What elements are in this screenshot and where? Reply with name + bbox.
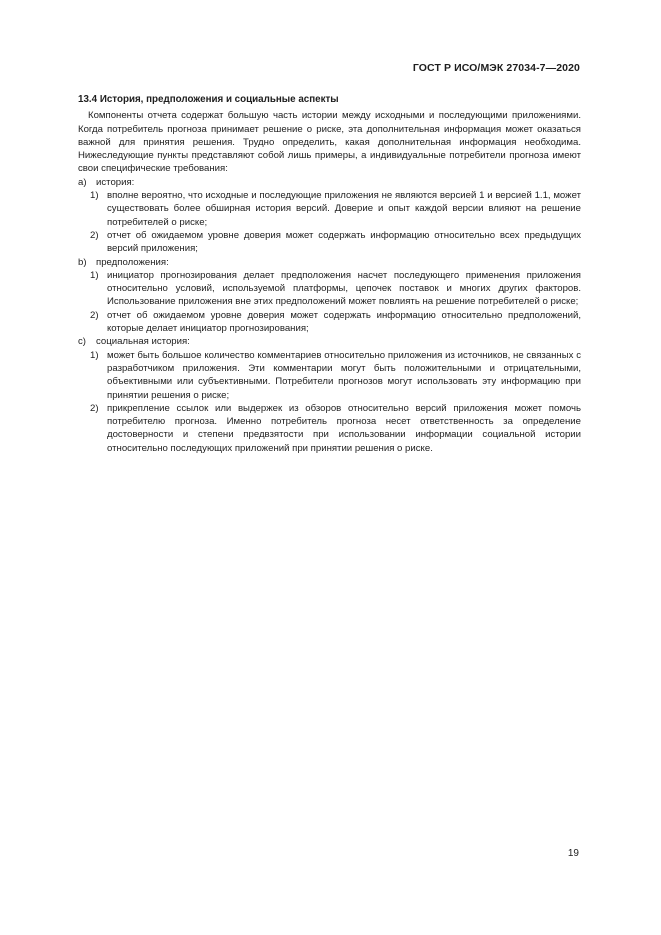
sub-list-marker: 1) <box>90 349 99 361</box>
sub-list-item <box>78 269 581 309</box>
sub-list-marker: 2) <box>90 309 99 321</box>
list-item-label: социальная история: <box>96 336 190 348</box>
sub-list-item <box>78 309 581 336</box>
sub-list-text: вполне вероятно, что исходные и последующие приложения не являются версией 1 и версией 1.1, может существовать более обширная история версий. Доверие и опыт каждой версии влияют на решение потребителей о риске; <box>107 190 581 228</box>
section-heading <box>78 93 581 106</box>
section-intro-paragraph: Компоненты отчета содержат большую часть истории между исходными и последующими приложениями. Когда потребитель прогноза принимает решение о риске, эта дополнительная информация может оказаться важной для принятия решения. Трудно определить, какая дополнительная информация необходима. Нижеследующие пункты представляют собой лишь примеры, а индивидуальные потребители прогноза имеют свои специфические требования: <box>78 110 581 175</box>
sub-list-item <box>78 189 581 229</box>
sub-list-marker: 2) <box>90 229 99 241</box>
sub-list-item <box>78 402 581 455</box>
sub-list-text: отчет об ожидаемом уровне доверия может содержать информацию относительно всех предыдущих версий приложения; <box>107 229 581 255</box>
section-number: 13.4 <box>78 94 98 105</box>
document-content <box>78 93 581 455</box>
list-item-c <box>78 335 581 455</box>
sub-list-marker: 1) <box>90 269 99 281</box>
sub-list-text: инициатор прогнозирования делает предположения насчет последующего применения приложения относительно условий, используемой платформы, цепочек поставок и многих других факторов. Использование приложения вне этих предположений может повлиять на решение потребителей о риске; <box>107 269 581 308</box>
list-marker: a) <box>78 176 87 188</box>
sub-list-text: прикрепление ссылок или выдержек из обзоров относительно версий приложения может помочь потребителю прогноза. Именно потребитель прогноза несет ответственность за определение достоверности и степени предвзятости при использовании информации социальной истории относительно последующих приложений при принятии решения о риске. <box>107 402 581 454</box>
section-title: История, предположения и социальные аспекты <box>99 94 339 105</box>
list-marker: c) <box>78 336 86 348</box>
page-number: 19 <box>567 848 579 859</box>
list-item-label: история: <box>96 176 135 188</box>
list-marker: b) <box>78 256 87 268</box>
document-header-standard: ГОСТ Р ИСО/МЭК 27034-7—2020 <box>412 62 580 74</box>
list-item-b <box>78 256 581 336</box>
sub-list-item <box>78 229 581 256</box>
list-item-a <box>78 176 581 256</box>
sub-list-text: отчет об ожидаемом уровне доверия может содержать информацию относительно предположений, которые делает инициатор прогнозирования; <box>107 309 581 335</box>
sub-list-marker: 1) <box>90 190 99 202</box>
list-item-label: предположения: <box>96 256 169 268</box>
sub-list-text: может быть большое количество комментариев относительно приложения из источников, не связанных с разработчиком приложения. Эти комментарии могут быть положительными и отрицательными, объективными или субъективными. Потребители прогнозов могут использовать эту информацию при принятии решения о риске; <box>107 349 581 401</box>
sub-list-item <box>78 349 581 402</box>
sub-list-marker: 2) <box>90 402 99 414</box>
